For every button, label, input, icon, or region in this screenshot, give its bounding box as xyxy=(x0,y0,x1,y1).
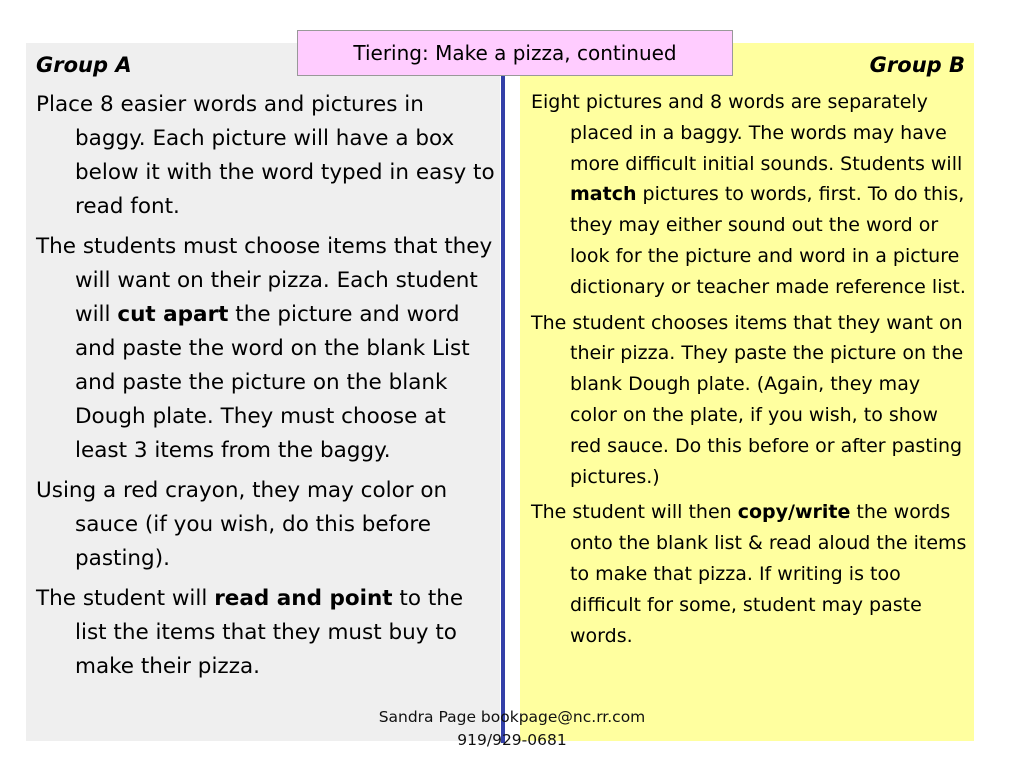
emphasis-text: cut apart xyxy=(117,302,229,327)
group-a-paragraph-2 xyxy=(36,230,496,468)
paragraph-text: The student will then xyxy=(531,501,738,524)
paragraph-text: pictures to words, first. To do this, they may either sound out the word or look for the picture and word in a picture dictionary or teacher made reference list. xyxy=(570,183,966,298)
group-a-heading: Group A xyxy=(36,53,132,77)
paragraph-text: Eight pictures and 8 words are separately placed in a baggy. The words may have more difficult initial sounds. Students will xyxy=(531,91,963,175)
paragraph-text: Place 8 easier words and pictures in baggy. Each picture will have a box below it with the word typed in easy to read font. xyxy=(36,92,495,219)
footer-contact xyxy=(300,706,724,752)
paragraph-text: the words onto the blank list & read aloud the items to make that pizza. If writing is too difficult for some, student may paste words. xyxy=(570,501,967,647)
slide-title: Tiering: Make a pizza, continued xyxy=(297,30,733,76)
group-a-text xyxy=(36,88,496,690)
emphasis-text: match xyxy=(570,183,637,206)
emphasis-text: read and point xyxy=(214,586,393,611)
group-b-text xyxy=(531,87,967,656)
footer-phone: 919/929-0681 xyxy=(457,731,567,749)
emphasis-text: copy/write xyxy=(737,501,851,524)
paragraph-text: Using a red crayon, they may color on sauce (if you wish, do this before pasting). xyxy=(36,478,448,571)
group-a-paragraph-4 xyxy=(36,582,496,684)
paragraph-text: The students must choose items that they will want on their pizza. Each student will xyxy=(36,234,493,327)
group-b-paragraph-2 xyxy=(531,308,967,493)
paragraph-text: The student chooses items that they want on their pizza. They paste the picture on the blank Dough plate. (Again, they may color on the plate, if you wish, to show red sauce. Do this before or after pasting pictures.) xyxy=(531,311,964,488)
group-b-paragraph-1 xyxy=(531,87,967,303)
paragraph-text: to the list the items that they must buy to make their pizza. xyxy=(75,586,464,679)
group-b-heading: Group B xyxy=(869,53,965,77)
group-b-paragraph-3 xyxy=(531,497,967,651)
column-divider xyxy=(501,43,505,743)
group-a-paragraph-1 xyxy=(36,88,496,224)
paragraph-text: the picture and word and paste the word on the blank List and paste the picture on the blank Dough plate. They must choose at least 3 items from the baggy. xyxy=(75,302,470,463)
group-a-paragraph-3 xyxy=(36,474,496,576)
paragraph-text: The student will xyxy=(36,586,215,611)
footer-name-email: Sandra Page bookpage@nc.rr.com xyxy=(378,708,646,726)
